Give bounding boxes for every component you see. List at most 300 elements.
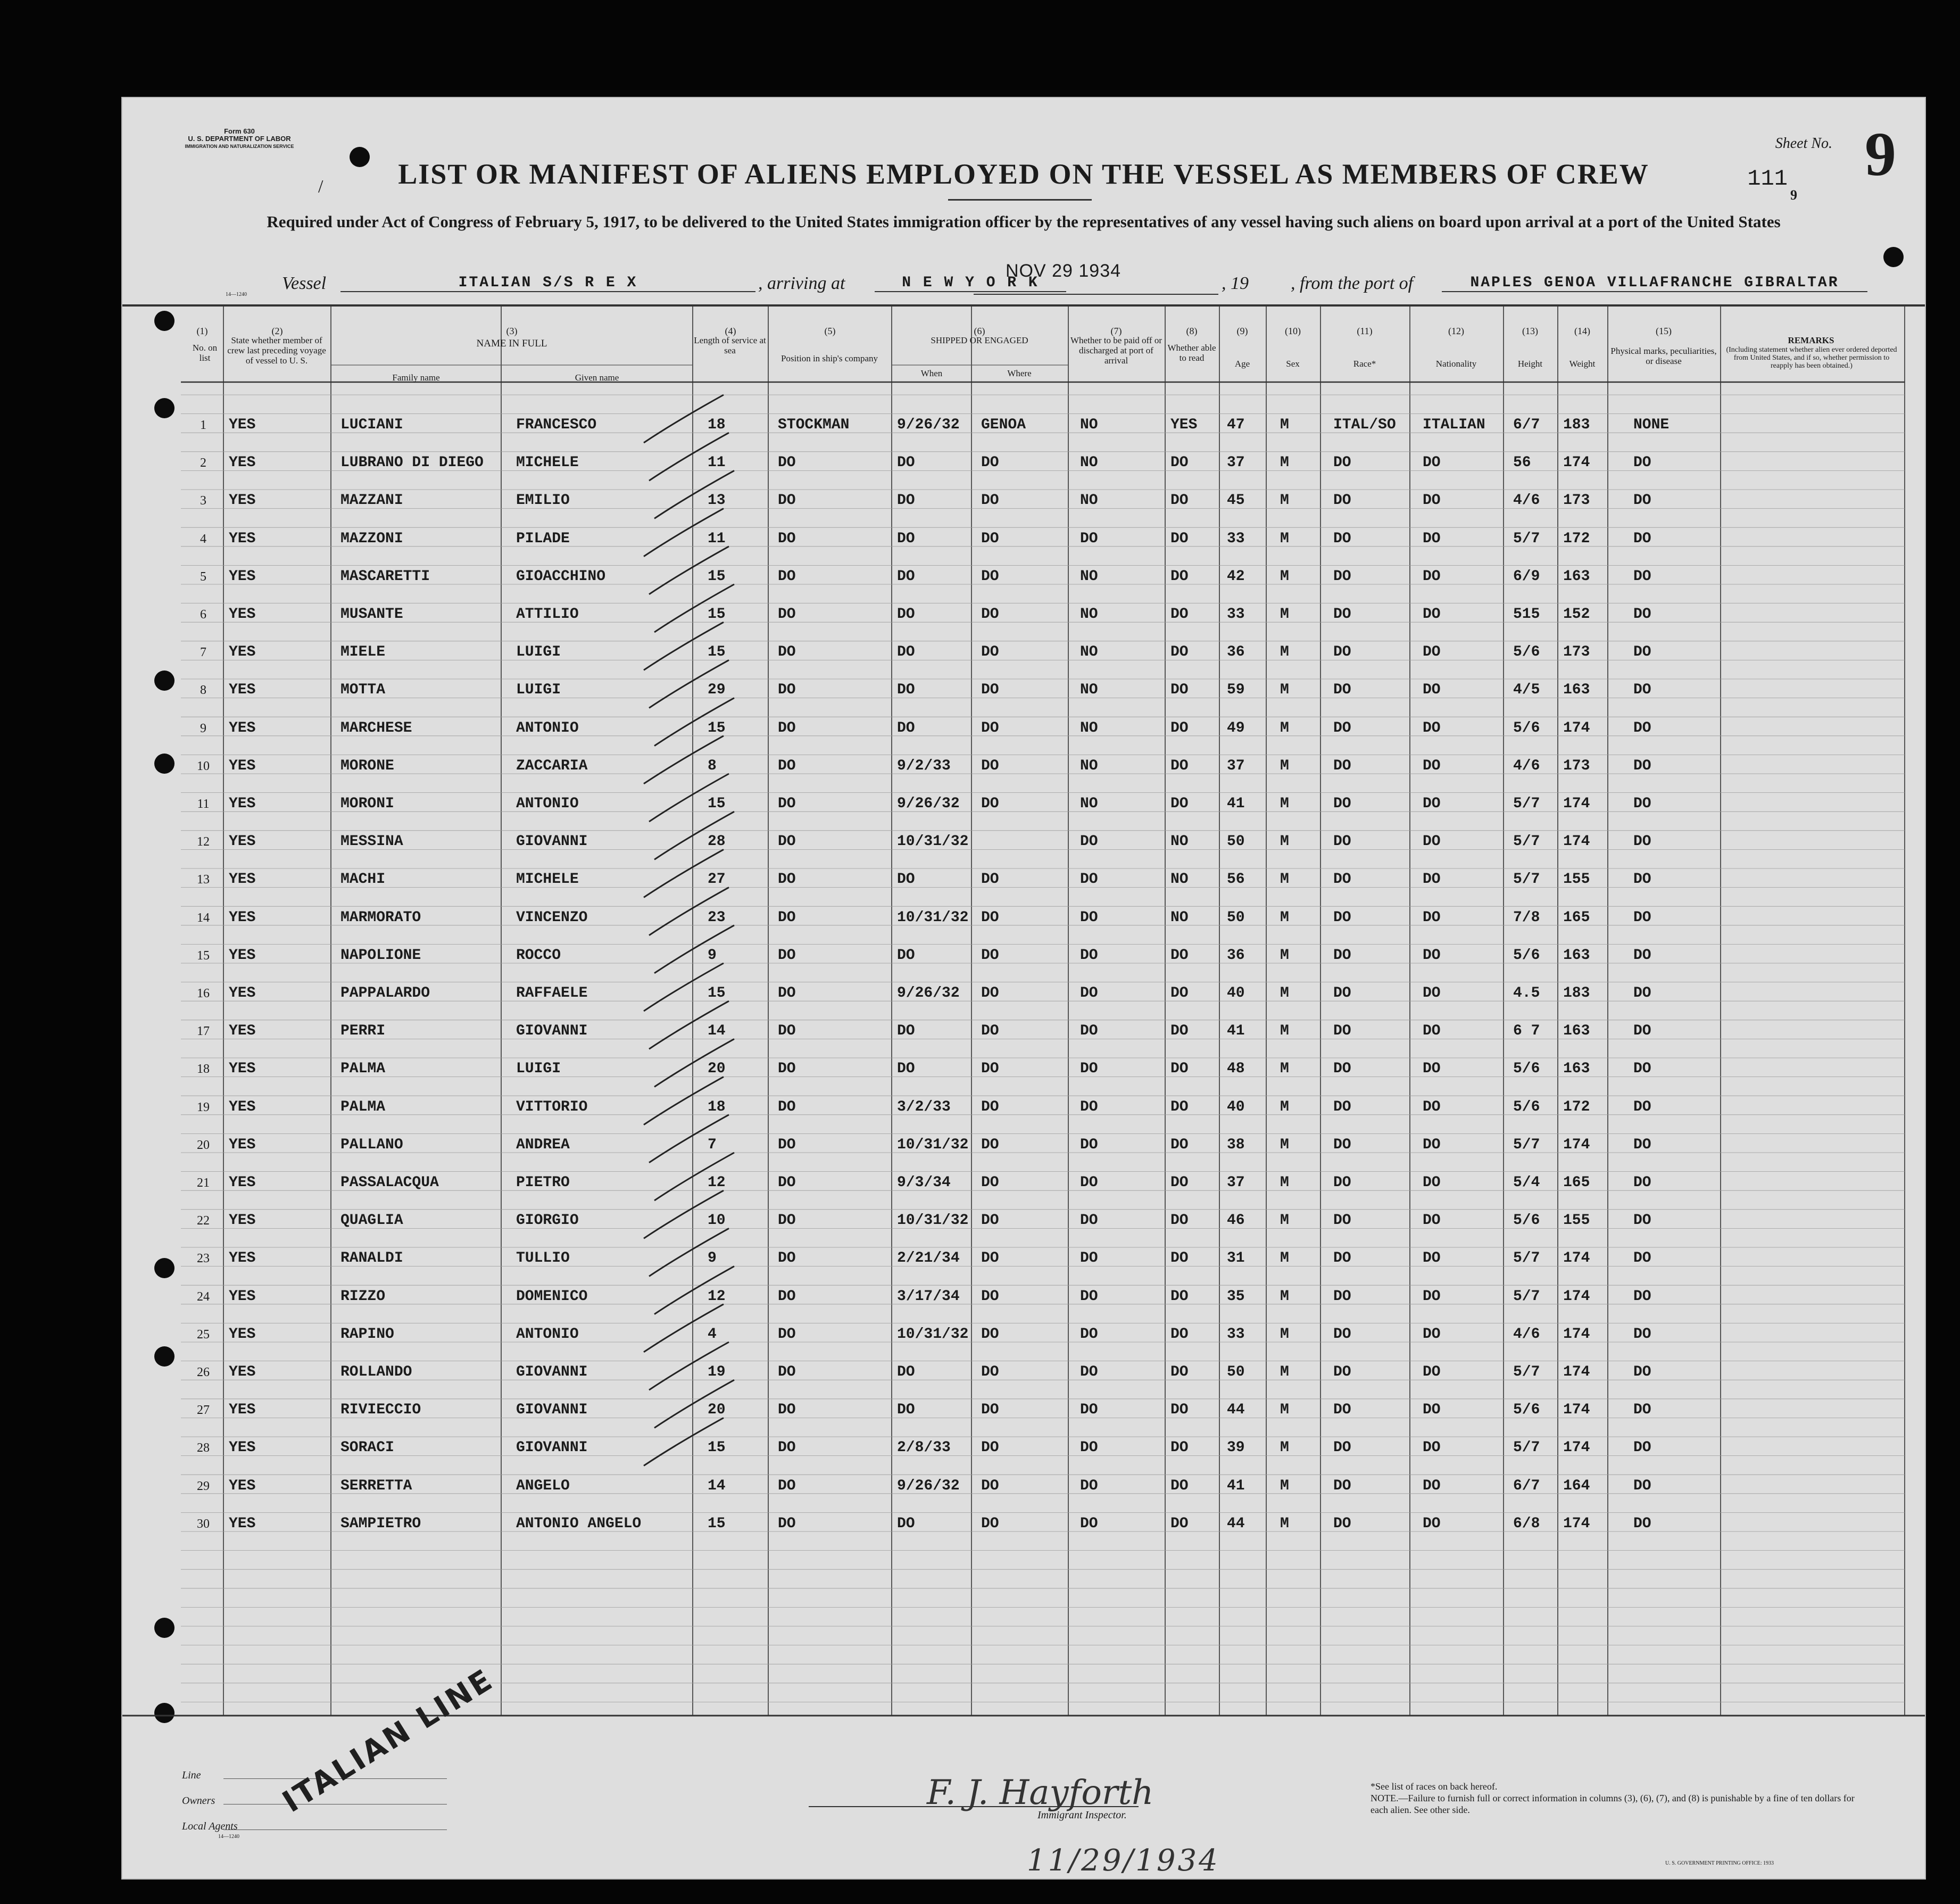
family-name-cell: MORONE xyxy=(340,757,394,774)
position-cell: DO xyxy=(778,1061,796,1078)
nationality-cell: DO xyxy=(1423,871,1441,888)
position-cell: DO xyxy=(778,1250,796,1267)
physical-marks-cell: DO xyxy=(1633,796,1651,812)
physical-marks-cell: DO xyxy=(1633,1477,1651,1494)
punch-hole xyxy=(154,1346,175,1367)
race-cell: DO xyxy=(1333,492,1351,509)
given-name-cell: EMILIO xyxy=(516,492,570,509)
previous-voyage-cell: YES xyxy=(229,1515,256,1532)
given-name-cell: PIETRO xyxy=(516,1174,570,1191)
height-cell: 5/7 xyxy=(1513,833,1540,850)
paid-off-cell: DO xyxy=(1080,1174,1098,1191)
age-cell: 41 xyxy=(1227,1023,1245,1040)
race-cell: DO xyxy=(1333,909,1351,926)
row-number: 22 xyxy=(197,1214,210,1228)
punch-hole xyxy=(154,398,175,418)
race-cell: DO xyxy=(1333,757,1351,774)
col-header-age: Age xyxy=(1234,359,1250,369)
height-cell: 4/6 xyxy=(1513,1326,1540,1343)
given-name-cell: DOMENICO xyxy=(516,1288,588,1305)
given-name-cell: ROCCO xyxy=(516,947,561,964)
age-cell: 33 xyxy=(1227,606,1245,623)
previous-voyage-cell: YES xyxy=(229,606,256,623)
row-number: 6 xyxy=(200,608,206,622)
nationality-cell: DO xyxy=(1423,719,1441,736)
given-name-cell: ANTONIO xyxy=(516,1326,579,1343)
height-cell: 4.5 xyxy=(1513,985,1540,1001)
row-number: 24 xyxy=(197,1289,210,1304)
able-to-read-cell: DO xyxy=(1170,682,1189,699)
shipped-when-cell: DO xyxy=(897,1364,915,1380)
printer-imprint: U. S. GOVERNMENT PRINTING OFFICE: 1933 xyxy=(1665,1860,1774,1866)
service-length-cell: 15 xyxy=(708,1515,726,1532)
sex-cell: M xyxy=(1280,796,1289,812)
sex-cell: M xyxy=(1280,1061,1289,1078)
family-name-cell: MOTTA xyxy=(340,682,386,699)
row-number: 17 xyxy=(197,1024,210,1039)
able-to-read-cell: DO xyxy=(1170,1023,1189,1040)
shipped-when-cell: 2/21/34 xyxy=(897,1250,960,1267)
nationality-cell: DO xyxy=(1423,1023,1441,1040)
weight-cell: 174 xyxy=(1563,1288,1590,1305)
age-cell: 47 xyxy=(1227,417,1245,433)
service-length-cell: 12 xyxy=(708,1288,726,1305)
able-to-read-cell: DO xyxy=(1170,1174,1189,1191)
physical-marks-cell: DO xyxy=(1633,909,1651,926)
given-name-cell: ANTONIO xyxy=(516,719,579,736)
previous-voyage-cell: YES xyxy=(229,530,256,547)
position-cell: DO xyxy=(778,1326,796,1343)
paid-off-cell: DO xyxy=(1080,1136,1098,1153)
race-cell: DO xyxy=(1333,871,1351,888)
service-length-cell: 11 xyxy=(708,454,726,471)
row-number: 27 xyxy=(197,1403,210,1418)
race-cell: DO xyxy=(1333,1364,1351,1380)
service-length-cell: 29 xyxy=(708,682,726,699)
punch-hole xyxy=(154,670,175,691)
given-name-cell: VINCENZO xyxy=(516,909,588,926)
height-cell: 6/7 xyxy=(1513,417,1540,433)
col-header-paid-off: Whether to be paid off or discharged at port of arrival xyxy=(1070,335,1162,366)
column-number: (14) xyxy=(1574,326,1590,336)
column-number: (12) xyxy=(1448,326,1464,336)
arriving-label: , arriving at xyxy=(758,274,845,293)
margin-mark: / xyxy=(318,177,323,196)
weight-cell: 173 xyxy=(1563,492,1590,509)
race-cell: DO xyxy=(1333,530,1351,547)
position-cell: DO xyxy=(778,1023,796,1040)
service-length-cell: 28 xyxy=(708,833,726,850)
service-length-cell: 20 xyxy=(708,1061,726,1078)
shipped-when-cell: DO xyxy=(897,644,915,661)
height-cell: 6/8 xyxy=(1513,1515,1540,1532)
nationality-cell: DO xyxy=(1423,1136,1441,1153)
nationality-cell: DO xyxy=(1423,1477,1441,1494)
punch-hole xyxy=(1883,247,1904,267)
shipped-when-cell: 9/3/34 xyxy=(897,1174,951,1191)
nationality-cell: DO xyxy=(1423,530,1441,547)
weight-cell: 163 xyxy=(1563,1023,1590,1040)
paid-off-cell: DO xyxy=(1080,1098,1098,1115)
age-cell: 38 xyxy=(1227,1136,1245,1153)
previous-voyage-cell: YES xyxy=(229,871,256,888)
shipped-when-cell: DO xyxy=(897,492,915,509)
family-name-cell: LUCIANI xyxy=(340,417,403,433)
col-header-shipped: SHIPPED OR ENGAGED xyxy=(931,335,1028,345)
shipped-where-cell: DO xyxy=(981,1326,999,1343)
col-header-remarks: REMARKS xyxy=(1788,335,1834,345)
service-length-cell: 10 xyxy=(708,1212,726,1229)
punch-hole xyxy=(154,311,175,331)
nationality-cell: DO xyxy=(1423,1174,1441,1191)
given-name-cell: LUIGI xyxy=(516,1061,561,1078)
age-cell: 31 xyxy=(1227,1250,1245,1267)
weight-cell: 173 xyxy=(1563,757,1590,774)
nationality-cell: DO xyxy=(1423,947,1441,964)
page-title: LIST OR MANIFEST OF ALIENS EMPLOYED ON THE VESSEL AS MEMBERS OF CREW xyxy=(398,158,1649,190)
family-name-cell: MARCHESE xyxy=(340,719,412,736)
physical-marks-cell: DO xyxy=(1633,1250,1651,1267)
service-length-cell: 15 xyxy=(708,719,726,736)
weight-cell: 174 xyxy=(1563,1364,1590,1380)
sheet-annotation: 111 xyxy=(1747,166,1788,192)
from-port-label: , from the port of xyxy=(1291,274,1414,293)
position-cell: DO xyxy=(778,719,796,736)
weight-cell: 172 xyxy=(1563,530,1590,547)
shipped-where-cell: DO xyxy=(981,947,999,964)
previous-voyage-cell: YES xyxy=(229,644,256,661)
sheet-number-label: Sheet No. xyxy=(1775,135,1832,152)
given-name-cell: FRANCESCO xyxy=(516,417,597,433)
sex-cell: M xyxy=(1280,909,1289,926)
physical-marks-cell: DO xyxy=(1633,1061,1651,1078)
paid-off-cell: DO xyxy=(1080,1212,1098,1229)
given-name-cell: ANTONIO xyxy=(516,796,579,812)
family-name-cell: ROLLANDO xyxy=(340,1364,412,1380)
weight-cell: 174 xyxy=(1563,1136,1590,1153)
family-name-cell: RANALDI xyxy=(340,1250,403,1267)
service-length-cell: 19 xyxy=(708,1364,726,1380)
position-cell: DO xyxy=(778,492,796,509)
physical-marks-cell: DO xyxy=(1633,1402,1651,1419)
nationality-cell: DO xyxy=(1423,1364,1441,1380)
race-cell: DO xyxy=(1333,1402,1351,1419)
able-to-read-cell: DO xyxy=(1170,644,1189,661)
weight-cell: 183 xyxy=(1563,985,1590,1001)
physical-marks-cell: DO xyxy=(1633,454,1651,471)
height-cell: 4/6 xyxy=(1513,492,1540,509)
family-name-cell: RAPINO xyxy=(340,1326,394,1343)
given-name-cell: LUIGI xyxy=(516,682,561,699)
shipped-where-cell: DO xyxy=(981,1098,999,1115)
family-name-cell: RIVIECCIO xyxy=(340,1402,421,1419)
paid-off-cell: DO xyxy=(1080,1250,1098,1267)
physical-marks-cell: DO xyxy=(1633,1023,1651,1040)
footer-form-code: 14—1240 xyxy=(218,1834,239,1840)
height-cell: 5/7 xyxy=(1513,796,1540,812)
punch-hole xyxy=(154,1703,175,1723)
previous-voyage-cell: YES xyxy=(229,492,256,509)
position-cell: DO xyxy=(778,568,796,585)
able-to-read-cell: DO xyxy=(1170,796,1189,812)
signed-date: 11/29/1934 xyxy=(1027,1843,1220,1878)
sex-cell: M xyxy=(1280,1326,1289,1343)
col-header-race: Race* xyxy=(1353,359,1376,369)
position-cell: DO xyxy=(778,1402,796,1419)
column-number: (9) xyxy=(1236,326,1248,336)
row-number: 18 xyxy=(197,1062,210,1077)
nationality-cell: DO xyxy=(1423,606,1441,623)
shipped-when-cell: DO xyxy=(897,1061,915,1078)
height-cell: 56 xyxy=(1513,454,1531,471)
given-name-cell: GIOVANNI xyxy=(516,1023,588,1040)
able-to-read-cell: DO xyxy=(1170,1288,1189,1305)
weight-cell: 173 xyxy=(1563,644,1590,661)
row-number: 8 xyxy=(200,683,206,698)
previous-voyage-cell: YES xyxy=(229,757,256,774)
shipped-where-cell: DO xyxy=(981,606,999,623)
page-subtitle: Required under Act of Congress of February 5, 1917, to be delivered to the United States immigration officer by the representatives of any vessel having such aliens on board upon arrival at a port of the United States xyxy=(267,212,1781,231)
service-length-cell: 15 xyxy=(708,1439,726,1456)
paid-off-cell: NO xyxy=(1080,417,1098,433)
row-number: 25 xyxy=(197,1327,210,1342)
weight-cell: 174 xyxy=(1563,833,1590,850)
col-header-remarks-note: (Including statement whether alien ever ordered deported from United States, and if so, whether permission to reapply has been obtained.) xyxy=(1726,346,1897,370)
sex-cell: M xyxy=(1280,492,1289,509)
paid-off-cell: NO xyxy=(1080,568,1098,585)
able-to-read-cell: DO xyxy=(1170,1136,1189,1153)
height-cell: 6 7 xyxy=(1513,1023,1540,1040)
race-cell: DO xyxy=(1333,796,1351,812)
service-length-cell: 14 xyxy=(708,1477,726,1494)
sex-cell: M xyxy=(1280,417,1289,433)
row-number: 21 xyxy=(197,1176,210,1190)
race-cell: DO xyxy=(1333,1136,1351,1153)
shipped-where-cell: DO xyxy=(981,530,999,547)
given-name-cell: MICHELE xyxy=(516,454,579,471)
service-length-cell: 23 xyxy=(708,909,726,926)
previous-voyage-cell: YES xyxy=(229,682,256,699)
shipped-where-cell: DO xyxy=(981,719,999,736)
sex-cell: M xyxy=(1280,1477,1289,1494)
family-name-cell: MAZZONI xyxy=(340,530,403,547)
shipped-where-cell: DO xyxy=(981,909,999,926)
local-agents-label: Local Agents xyxy=(182,1820,238,1832)
given-name-cell: ANGELO xyxy=(516,1477,570,1494)
position-cell: DO xyxy=(778,454,796,471)
arrival-port: N E W Y O R K xyxy=(875,275,1066,292)
shipped-when-cell: 9/26/32 xyxy=(897,985,960,1001)
previous-voyage-cell: YES xyxy=(229,796,256,812)
family-name-cell: PAPPALARDO xyxy=(340,985,430,1001)
age-cell: 50 xyxy=(1227,833,1245,850)
position-cell: DO xyxy=(778,796,796,812)
given-name-cell: ANTONIO ANGELO xyxy=(516,1515,642,1532)
able-to-read-cell: DO xyxy=(1170,1477,1189,1494)
previous-voyage-cell: YES xyxy=(229,1174,256,1191)
family-name-cell: QUAGLIA xyxy=(340,1212,403,1229)
nationality-cell: DO xyxy=(1423,1439,1441,1456)
height-cell: 5/7 xyxy=(1513,530,1540,547)
weight-cell: 174 xyxy=(1563,1326,1590,1343)
shipped-where-cell: DO xyxy=(981,568,999,585)
service-length-cell: 9 xyxy=(708,947,717,964)
physical-marks-cell: DO xyxy=(1633,833,1651,850)
shipped-when-cell: 10/31/32 xyxy=(897,833,969,850)
able-to-read-cell: DO xyxy=(1170,1364,1189,1380)
given-name-cell: TULLIO xyxy=(516,1250,570,1267)
able-to-read-cell: DO xyxy=(1170,757,1189,774)
col-header-nationality: Nationality xyxy=(1435,359,1477,369)
weight-cell: 163 xyxy=(1563,568,1590,585)
shipped-when-cell: 9/26/32 xyxy=(897,1477,960,1494)
paid-off-cell: NO xyxy=(1080,644,1098,661)
able-to-read-cell: DO xyxy=(1170,1250,1189,1267)
service-length-cell: 7 xyxy=(708,1136,717,1153)
previous-voyage-cell: YES xyxy=(229,1023,256,1040)
able-to-read-cell: DO xyxy=(1170,606,1189,623)
height-cell: 5/6 xyxy=(1513,1098,1540,1115)
paid-off-cell: NO xyxy=(1080,454,1098,471)
age-cell: 59 xyxy=(1227,682,1245,699)
weight-cell: 172 xyxy=(1563,1098,1590,1115)
service-length-cell: 27 xyxy=(708,871,726,888)
form-code: 14—1240 xyxy=(226,292,247,297)
nationality-cell: DO xyxy=(1423,1250,1441,1267)
position-cell: DO xyxy=(778,1439,796,1456)
position-cell: DO xyxy=(778,1212,796,1229)
physical-marks-cell: DO xyxy=(1633,1136,1651,1153)
service-length-cell: 9 xyxy=(708,1250,717,1267)
race-cell: DO xyxy=(1333,833,1351,850)
position-cell: DO xyxy=(778,985,796,1001)
header-rule xyxy=(122,304,1925,307)
col-header-height: Height xyxy=(1517,359,1543,369)
shipped-where-cell: DO xyxy=(981,796,999,812)
line-label: Line xyxy=(182,1769,201,1781)
race-cell: DO xyxy=(1333,985,1351,1001)
position-cell: DO xyxy=(778,1364,796,1380)
physical-marks-cell: DO xyxy=(1633,871,1651,888)
height-cell: 7/8 xyxy=(1513,909,1540,926)
height-cell: 6/7 xyxy=(1513,1477,1540,1494)
position-cell: DO xyxy=(778,1477,796,1494)
paid-off-cell: DO xyxy=(1080,1326,1098,1343)
shipped-when-cell: DO xyxy=(897,1402,915,1419)
service-name: IMMIGRATION AND NATURALIZATION SERVICE xyxy=(185,144,294,149)
family-name-cell: LUBRANO DI DIEGO xyxy=(340,454,484,471)
physical-marks-cell: NONE xyxy=(1633,417,1670,433)
punch-hole xyxy=(154,1258,175,1278)
physical-marks-cell: DO xyxy=(1633,1098,1651,1115)
physical-marks-cell: DO xyxy=(1633,1515,1651,1532)
height-cell: 5/6 xyxy=(1513,719,1540,736)
height-cell: 5/7 xyxy=(1513,871,1540,888)
row-number: 28 xyxy=(197,1441,210,1455)
physical-marks-cell: DO xyxy=(1633,1288,1651,1305)
able-to-read-cell: NO xyxy=(1170,833,1189,850)
height-cell: 5/7 xyxy=(1513,1439,1540,1456)
shipped-where-cell: DO xyxy=(981,492,999,509)
nationality-cell: DO xyxy=(1423,1515,1441,1532)
paid-off-cell: DO xyxy=(1080,947,1098,964)
row-number: 19 xyxy=(197,1100,210,1114)
column-number: (2) xyxy=(271,326,283,336)
weight-cell: 163 xyxy=(1563,682,1590,699)
row-number: 20 xyxy=(197,1138,210,1152)
sex-cell: M xyxy=(1280,1098,1289,1115)
race-cell: DO xyxy=(1333,682,1351,699)
nationality-cell: DO xyxy=(1423,909,1441,926)
race-cell: DO xyxy=(1333,1326,1351,1343)
shipped-when-cell: 9/26/32 xyxy=(897,417,960,433)
paid-off-cell: DO xyxy=(1080,1061,1098,1078)
col-header-physical-marks: Physical marks, peculiarities, or disease xyxy=(1610,346,1717,366)
shipped-when-cell: 2/8/33 xyxy=(897,1439,951,1456)
height-cell: 5/6 xyxy=(1513,947,1540,964)
position-cell: DO xyxy=(778,947,796,964)
race-cell: DO xyxy=(1333,606,1351,623)
race-cell: DO xyxy=(1333,1023,1351,1040)
position-cell: DO xyxy=(778,757,796,774)
race-cell: DO xyxy=(1333,1098,1351,1115)
nationality-cell: DO xyxy=(1423,492,1441,509)
race-cell: ITAL/SO xyxy=(1333,417,1396,433)
arrival-date-stamp: NOV 29 1934 xyxy=(1006,261,1122,281)
position-cell: DO xyxy=(778,1515,796,1532)
service-length-cell: 15 xyxy=(708,985,726,1001)
shipped-when-cell: 10/31/32 xyxy=(897,909,969,926)
previous-voyage-cell: YES xyxy=(229,1098,256,1115)
able-to-read-cell: DO xyxy=(1170,530,1189,547)
previous-voyage-cell: YES xyxy=(229,1402,256,1419)
previous-voyage-cell: YES xyxy=(229,947,256,964)
able-to-read-cell: DO xyxy=(1170,1326,1189,1343)
age-cell: 45 xyxy=(1227,492,1245,509)
row-number: 30 xyxy=(197,1517,210,1531)
service-length-cell: 14 xyxy=(708,1023,726,1040)
vessel-label: Vessel xyxy=(282,274,327,293)
column-number: (4) xyxy=(725,326,736,336)
col-header-name: NAME IN FULL xyxy=(476,338,547,349)
weight-cell: 183 xyxy=(1563,417,1590,433)
age-cell: 56 xyxy=(1227,871,1245,888)
shipped-when-cell: DO xyxy=(897,1515,915,1532)
nationality-cell: DO xyxy=(1423,1326,1441,1343)
age-cell: 50 xyxy=(1227,909,1245,926)
shipped-when-cell: DO xyxy=(897,568,915,585)
shipped-when-cell: 9/26/32 xyxy=(897,796,960,812)
paid-off-cell: NO xyxy=(1080,719,1098,736)
age-cell: 46 xyxy=(1227,1212,1245,1229)
nationality-cell: DO xyxy=(1423,1098,1441,1115)
height-cell: 4/5 xyxy=(1513,682,1540,699)
physical-marks-cell: DO xyxy=(1633,568,1651,585)
sex-cell: M xyxy=(1280,1174,1289,1191)
column-number: (13) xyxy=(1522,326,1538,336)
sex-cell: M xyxy=(1280,568,1289,585)
age-cell: 37 xyxy=(1227,1174,1245,1191)
weight-cell: 165 xyxy=(1563,909,1590,926)
paid-off-cell: NO xyxy=(1080,492,1098,509)
previous-voyage-cell: YES xyxy=(229,833,256,850)
sex-cell: M xyxy=(1280,530,1289,547)
height-cell: 5/7 xyxy=(1513,1288,1540,1305)
sex-cell: M xyxy=(1280,1364,1289,1380)
row-number: 7 xyxy=(200,645,206,660)
shipped-when-cell: DO xyxy=(897,606,915,623)
paid-off-cell: DO xyxy=(1080,871,1098,888)
